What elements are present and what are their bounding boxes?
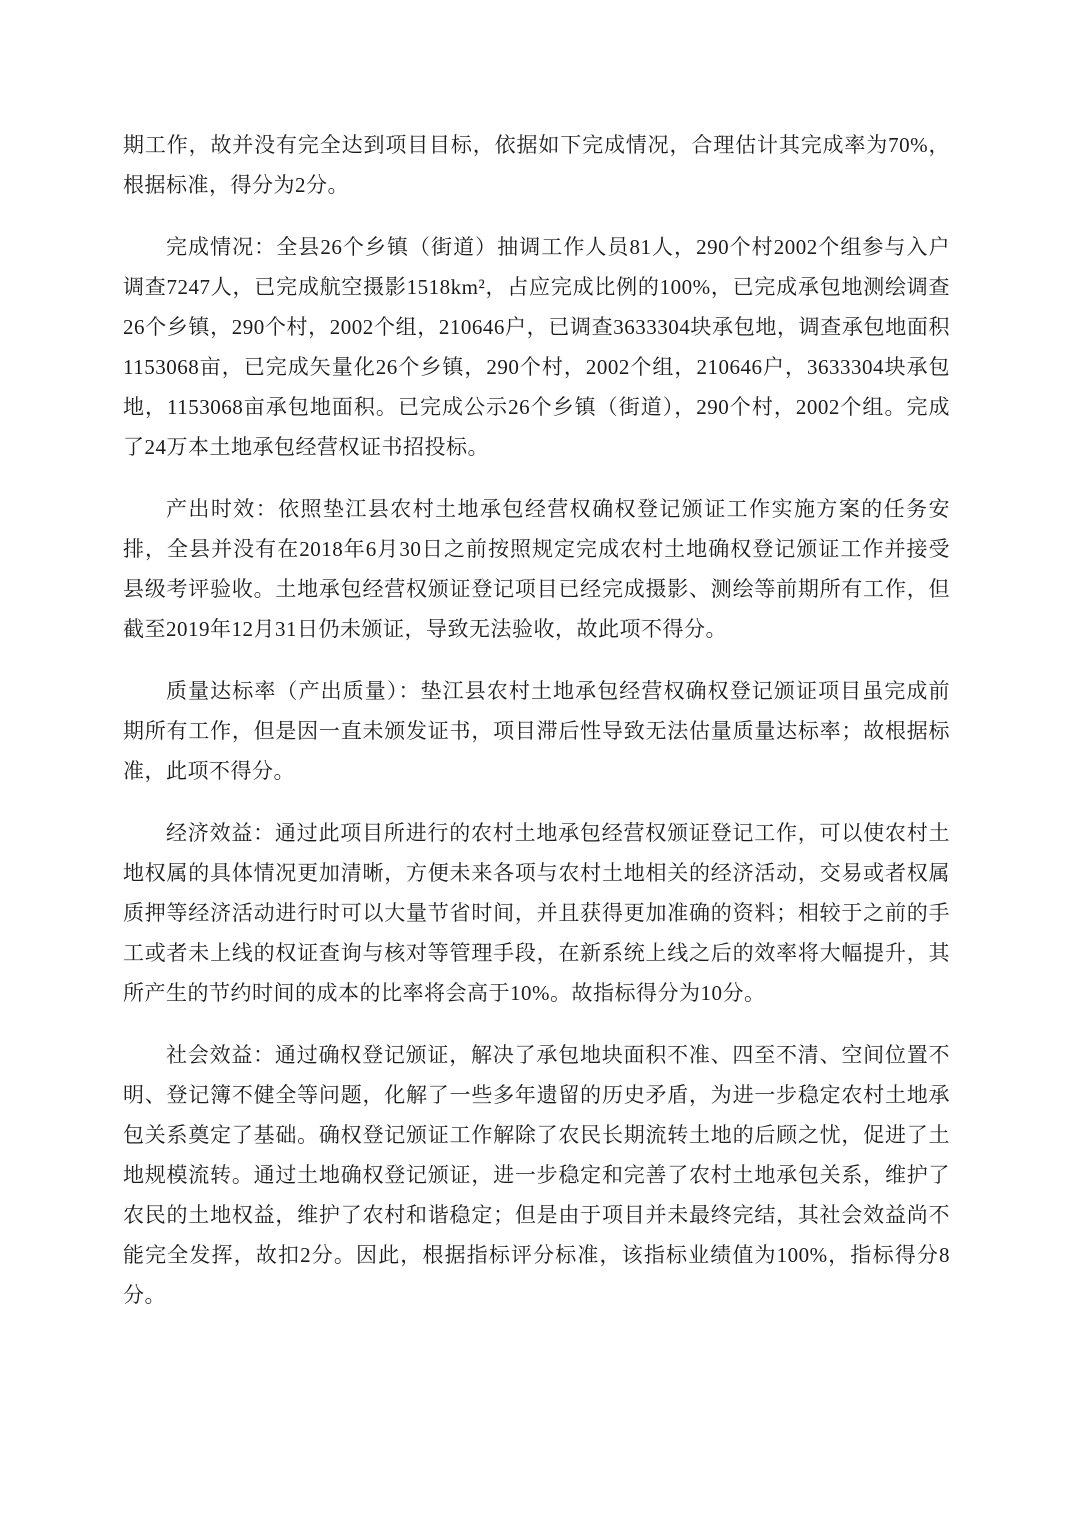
- paragraph-completion-status: 完成情况：全县26个乡镇（街道）抽调工作人员81人，290个村2002个组参与入户调查7247人，已完成航空摄影1518km²，占应完成比例的100%，已完成承包地测绘调查26个乡镇，290个村，2002个组，210646户，已调查3633304块承包地，调查承包地面积1153068亩，已完成矢量化26个乡镇，290个村，2002个组，210646户，3633304块承包地，1153068亩承包地面积。已完成公示26个乡镇（街道），290个村，2002个组。完成了24万本土地承包经营权证书招投标。: [123, 235, 950, 459]
- paragraph-score-summary: 期工作，故并没有完全达到项目目标，依据如下完成情况，合理估计其完成率为70%，根据标准，得分为2分。: [123, 133, 950, 197]
- paragraph-economic-benefit: 经济效益：通过此项目所进行的农村土地承包经营权颁证登记工作，可以使农村土地权属的具体情况更加清晰，方便未来各项与农村土地相关的经济活动，交易或者权属质押等经济活动进行时可以大量节省时间，并且获得更加准确的资料；相较于之前的手工或者未上线的权证查询与核对等管理手段，在新系统上线之后的效率将大幅提升，其所产生的节约时间的成本的比率将会高于10%。故指标得分为10分。: [123, 821, 950, 1005]
- paragraph-output-timeliness: 产出时效：依照垫江县农村土地承包经营权确权登记颁证工作实施方案的任务安排，全县并没有在2018年6月30日之前按照规定完成农村土地确权登记颁证工作并接受县级考评验收。土地承包经营权颁证登记项目已经完成摄影、测绘等前期所有工作，但截至2019年12月31日仍未颁证，导致无法验收，故此项不得分。: [123, 497, 950, 641]
- paragraph-social-benefit: 社会效益：通过确权登记颁证，解决了承包地块面积不准、四至不清、空间位置不明、登记簿不健全等问题，化解了一些多年遗留的历史矛盾，为进一步稳定农村土地承包关系奠定了基础。确权登记颁证工作解除了农民长期流转土地的后顾之忧，促进了土地规模流转。通过土地确权登记颁证，进一步稳定和完善了农村土地承包关系，维护了农民的土地权益，维护了农村和谐稳定；但是由于项目并未最终完结，其社会效益尚不能完全发挥，故扣2分。因此，根据指标评分标准，该指标业绩值为100%，指标得分8分。: [123, 1043, 950, 1307]
- paragraph-quality-rate: 质量达标率（产出质量）：垫江县农村土地承包经营权确权登记颁证项目虽完成前期所有工作，但是因一直未颁发证书，项目滞后性导致无法估量质量达标率；故根据标准，此项不得分。: [123, 679, 950, 783]
- document-body: [123, 125, 950, 1315]
